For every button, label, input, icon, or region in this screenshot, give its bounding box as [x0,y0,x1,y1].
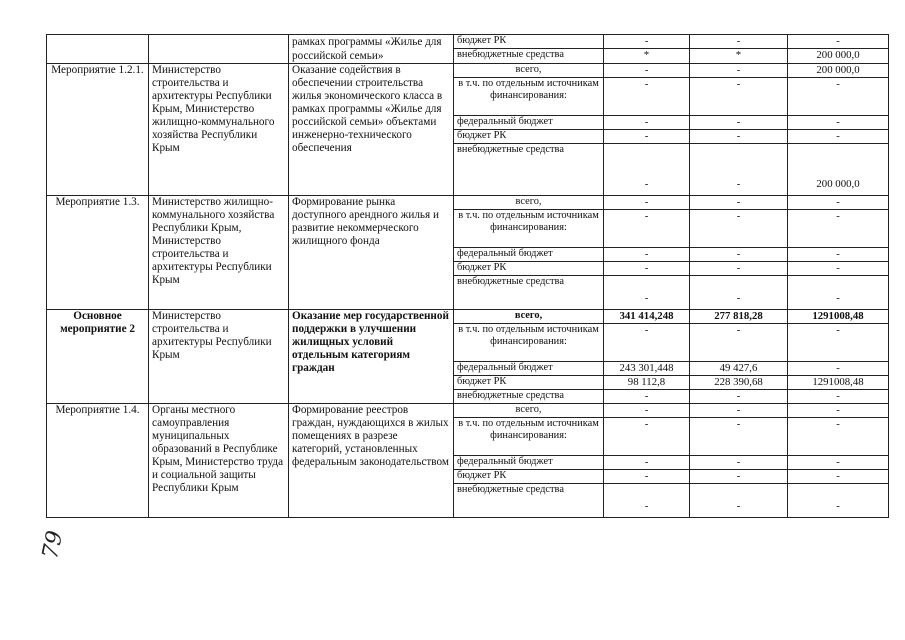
table-row: внебюджетные средства - - - [47,390,889,404]
measure-label: Мероприятие 1.2.1. [47,64,149,196]
measure-description: Формирование рынка доступного арендного жилья и развитие некоммерческого жилищного фонда [289,196,454,310]
responsible-org: Органы местного самоуправления муниципальных образований в Республике Крым, Министерство труда и социальной защиты Республики Крым [149,404,289,518]
table-row: бюджет РК - - - [47,470,889,484]
table-row: в т.ч. по отдельным источникам финансирования: - - - [47,418,889,456]
table-row: бюджет РК 98 112,8 228 390,68 1291008,48 [47,376,889,390]
table-row: Мероприятие 1.3. Министерство жилищно-коммунального хозяйства Республики Крым, Министерство строительства и архитектуры Республики Крым Формирование рынка доступного арендного жилья и развитие некоммерческого жилищного фонда всего, - - - [47,196,889,210]
measure-description: Формирование реестров граждан, нуждающихся в жилых помещениях в разрезе категорий, установленных федеральным законодательством [289,404,454,518]
table-row: Мероприятие 1.2.1. Министерство строительства и архитектуры Республики Крым, Министерство жилищно-коммунального хозяйства Республики Крым Оказание содействия в обеспечении строительства жилья экономического класса в рамках программы «Жилье для российской семьи» объектами инженерно-технического обеспечения всего, - - 200 000,0 [47,64,889,78]
table-row: в т.ч. по отдельным источникам финансирования: - - - [47,324,889,362]
table-row: бюджет РК - - - [47,130,889,144]
table-row: внебюджетные средства - - - [47,484,889,518]
measure-label: Основное мероприятие 2 [47,310,149,404]
table-row: федеральный бюджет - - - [47,116,889,130]
responsible-org: Министерство жилищно-коммунального хозяйства Республики Крым, Министерство строительства и архитектуры Республики Крым [149,196,289,310]
table-row: Мероприятие 1.4. Органы местного самоуправления муниципальных образований в Республике Крым, Министерство труда и социальной защиты Республики Крым Формирование реестров граждан, нуждающихся в жилых помещениях в разрезе категорий, установленных федеральным законодательством всего, - - - [47,404,889,418]
funding-table [46,34,889,518]
table-row: внебюджетные средства - - - [47,276,889,310]
table-row: в т.ч. по отдельным источникам финансирования: - - - [47,210,889,248]
measure-description: Оказание содействия в обеспечении строительства жилья экономического класса в рамках программы «Жилье для российской семьи» объектами инженерно-технического обеспечения [289,64,454,196]
table-row: бюджет РК - - - [47,262,889,276]
measure-description: Оказание мер государственной поддержки в улучшении жилищных условий отдельным категориям граждан [289,310,454,404]
responsible-org: Министерство строительства и архитектуры Республики Крым [149,310,289,404]
table-row: в т.ч. по отдельным источникам финансирования: - - - [47,78,889,116]
table-row: Основное мероприятие 2 Министерство строительства и архитектуры Республики Крым Оказание мер государственной поддержки в улучшении жилищных условий отдельным категориям граждан всего, 341 414,248 277 818,28 1291008,48 [47,310,889,324]
table-row: федеральный бюджет 243 301,448 49 427,6 - [47,362,889,376]
table-row: федеральный бюджет - - - [47,456,889,470]
measure-label: Мероприятие 1.3. [47,196,149,310]
table-row: рамках программы «Жилье для российской семьи» бюджет РК - - - [47,35,889,49]
responsible-org: Министерство строительства и архитектуры Республики Крым, Министерство жилищно-коммунального хозяйства Республики Крым [149,64,289,196]
table-row: внебюджетные средства - - 200 000,0 [47,144,889,196]
page-number: 79 [38,528,69,562]
table-row: федеральный бюджет - - - [47,248,889,262]
measure-description: рамках программы «Жилье для российской семьи» [289,35,454,64]
table-row: внебюджетные средства * * 200 000,0 [47,49,889,64]
measure-label: Мероприятие 1.4. [47,404,149,518]
